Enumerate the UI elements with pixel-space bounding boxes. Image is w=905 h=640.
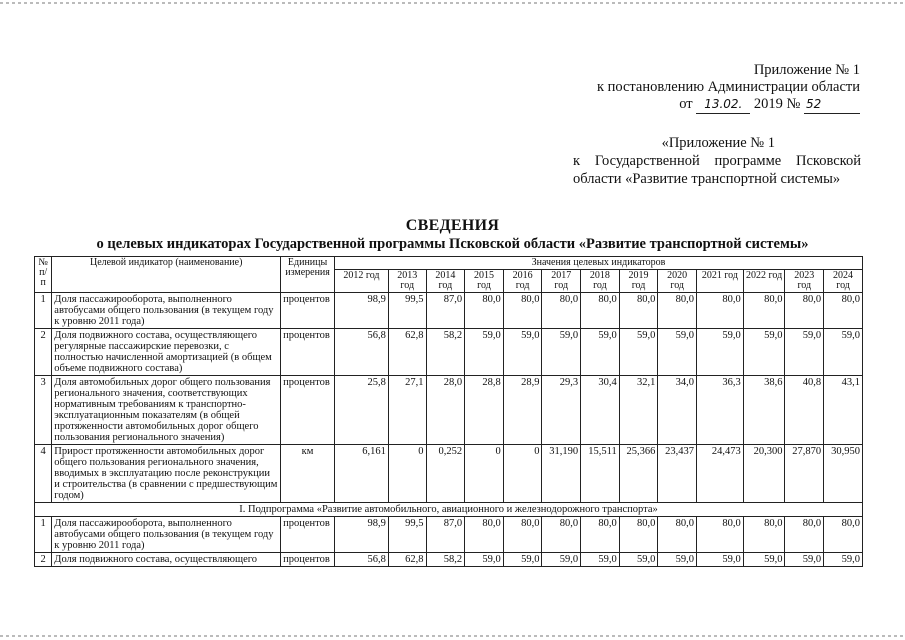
table-row xyxy=(35,445,863,503)
value-cell: 80,0 xyxy=(824,293,863,329)
unit-cell: процентов xyxy=(281,329,335,376)
value-cell: 80,0 xyxy=(785,293,824,329)
value-cell: 62,8 xyxy=(388,329,426,376)
program-ref-title: «Приложение № 1 xyxy=(661,135,775,151)
value-cell: 59,0 xyxy=(619,553,658,567)
year-header: 2024 год xyxy=(824,270,863,293)
table-body xyxy=(35,293,863,567)
value-cell: 58,2 xyxy=(426,329,465,376)
program-ref-line3: области «Развитие транспортной системы» xyxy=(573,171,841,187)
value-cell: 23,437 xyxy=(658,445,697,503)
value-cell: 99,5 xyxy=(388,517,426,553)
value-cell: 80,0 xyxy=(581,517,620,553)
handwritten-number: 52 xyxy=(804,96,860,114)
indicator-name: Прирост протяженности автомобильных дорог общего пользования регионального значения, вводимых в эксплуатацию после реконструкции и строительства (в сравнении с предшествующим годом) xyxy=(52,445,281,503)
value-cell: 31,190 xyxy=(542,445,581,503)
subprogram-title: I. Подпрограмма «Развитие автомобильного, авиационного и железнодорожного транспорта» xyxy=(35,503,863,517)
year-header: 2020 год xyxy=(658,270,697,293)
year-header: 2013 год xyxy=(388,270,426,293)
row-number: 2 xyxy=(35,553,52,567)
value-cell: 59,0 xyxy=(542,553,581,567)
value-cell: 59,0 xyxy=(697,329,744,376)
col-header-unit: Единицы измерения xyxy=(281,257,335,293)
value-cell: 36,3 xyxy=(697,376,744,445)
value-cell: 38,6 xyxy=(743,376,785,445)
value-cell: 80,0 xyxy=(503,293,542,329)
year-header: 2018 год xyxy=(581,270,620,293)
value-cell: 80,0 xyxy=(824,517,863,553)
value-cell: 59,0 xyxy=(658,553,697,567)
value-cell: 80,0 xyxy=(465,293,504,329)
row-number: 1 xyxy=(35,293,52,329)
handwritten-date: 13.02. xyxy=(696,96,750,114)
table-row xyxy=(35,293,863,329)
value-cell: 43,1 xyxy=(824,376,863,445)
table-row xyxy=(35,553,863,567)
value-cell: 29,3 xyxy=(542,376,581,445)
value-cell: 27,1 xyxy=(388,376,426,445)
value-cell: 80,0 xyxy=(658,517,697,553)
value-cell: 40,8 xyxy=(785,376,824,445)
program-reference xyxy=(573,134,861,188)
unit-cell: процентов xyxy=(281,517,335,553)
row-number: 4 xyxy=(35,445,52,503)
unit-cell: процентов xyxy=(281,553,335,567)
table-row xyxy=(35,517,863,553)
year-header: 2017 год xyxy=(542,270,581,293)
col-header-no: № п/п xyxy=(35,257,52,293)
row-number: 1 xyxy=(35,517,52,553)
value-cell: 59,0 xyxy=(619,329,658,376)
indicator-name: Доля пассажирооборота, выполненного автобусами общего пользования (в текущем году к уровню 2011 года) xyxy=(52,293,281,329)
unit-cell: км xyxy=(281,445,335,503)
value-cell: 80,0 xyxy=(503,517,542,553)
value-cell: 0,252 xyxy=(426,445,465,503)
value-cell: 0 xyxy=(465,445,504,503)
year-header: 2019 год xyxy=(619,270,658,293)
indicator-name: Доля автомобильных дорог общего пользования регионального значения, соответствующих нормативным требованиям к транспортно-эксплуатационным показателям (в общей протяженности автомобильных дорог общего пользования регионального значения) xyxy=(52,376,281,445)
value-cell: 59,0 xyxy=(658,329,697,376)
value-cell: 6,161 xyxy=(335,445,389,503)
value-cell: 59,0 xyxy=(581,329,620,376)
value-cell: 59,0 xyxy=(743,553,785,567)
value-cell: 62,8 xyxy=(388,553,426,567)
value-cell: 59,0 xyxy=(824,329,863,376)
value-cell: 80,0 xyxy=(619,293,658,329)
value-cell: 25,8 xyxy=(335,376,389,445)
document-heading xyxy=(40,217,865,253)
year-header: 2022 год xyxy=(743,270,785,293)
value-cell: 30,950 xyxy=(824,445,863,503)
year-header: 2014 год xyxy=(426,270,465,293)
value-cell: 0 xyxy=(503,445,542,503)
scan-top-edge xyxy=(0,2,905,4)
indicators-table xyxy=(34,256,863,567)
value-cell: 34,0 xyxy=(658,376,697,445)
value-cell: 87,0 xyxy=(426,293,465,329)
indicator-name: Доля пассажирооборота, выполненного автобусами общего пользования (в текущем году к уровню 2011 года) xyxy=(52,517,281,553)
unit-cell: процентов xyxy=(281,376,335,445)
value-cell: 28,9 xyxy=(503,376,542,445)
value-cell: 80,0 xyxy=(785,517,824,553)
value-cell: 25,366 xyxy=(619,445,658,503)
value-cell: 24,473 xyxy=(697,445,744,503)
value-cell: 80,0 xyxy=(465,517,504,553)
value-cell: 0 xyxy=(388,445,426,503)
value-cell: 80,0 xyxy=(743,293,785,329)
value-cell: 32,1 xyxy=(619,376,658,445)
col-header-indicator: Целевой индикатор (наименование) xyxy=(52,257,281,293)
value-cell: 56,8 xyxy=(335,329,389,376)
value-cell: 80,0 xyxy=(542,293,581,329)
indicator-name: Доля подвижного состава, осуществляющего xyxy=(52,553,281,567)
value-cell: 56,8 xyxy=(335,553,389,567)
value-cell: 59,0 xyxy=(743,329,785,376)
unit-cell: процентов xyxy=(281,293,335,329)
row-number: 3 xyxy=(35,376,52,445)
appendix-from-prefix: от xyxy=(679,96,693,112)
table-row xyxy=(35,376,863,445)
value-cell: 58,2 xyxy=(426,553,465,567)
table-header-row xyxy=(35,257,863,270)
value-cell: 80,0 xyxy=(697,517,744,553)
appendix-date-line xyxy=(560,96,860,114)
value-cell: 28,0 xyxy=(426,376,465,445)
value-cell: 30,4 xyxy=(581,376,620,445)
value-cell: 80,0 xyxy=(697,293,744,329)
value-cell: 27,870 xyxy=(785,445,824,503)
year-header: 2015 год xyxy=(465,270,504,293)
value-cell: 98,9 xyxy=(335,293,389,329)
value-cell: 59,0 xyxy=(503,329,542,376)
heading-subtitle: о целевых индикаторах Государственной программы Псковской области «Развитие транспортной системы» xyxy=(96,236,809,252)
value-cell: 98,9 xyxy=(335,517,389,553)
value-cell: 59,0 xyxy=(824,553,863,567)
scan-bottom-edge xyxy=(0,635,905,637)
value-cell: 80,0 xyxy=(619,517,658,553)
value-cell: 59,0 xyxy=(503,553,542,567)
value-cell: 15,511 xyxy=(581,445,620,503)
value-cell: 59,0 xyxy=(581,553,620,567)
value-cell: 59,0 xyxy=(542,329,581,376)
program-ref-line2: к Государственной программе Псковской xyxy=(573,153,861,169)
col-header-values-group: Значения целевых индикаторов xyxy=(335,257,863,270)
heading-title: СВЕДЕНИЯ xyxy=(405,217,500,234)
appendix-decree-line: к постановлению Администрации области xyxy=(596,79,860,95)
value-cell: 80,0 xyxy=(542,517,581,553)
year-header: 2012 год xyxy=(335,270,389,293)
value-cell: 28,8 xyxy=(465,376,504,445)
appendix-year-text: 2019 № xyxy=(753,96,801,112)
value-cell: 59,0 xyxy=(785,329,824,376)
value-cell: 59,0 xyxy=(785,553,824,567)
subprogram-row xyxy=(35,503,863,517)
table-row xyxy=(35,329,863,376)
appendix-block xyxy=(560,62,860,114)
value-cell: 80,0 xyxy=(743,517,785,553)
row-number: 2 xyxy=(35,329,52,376)
value-cell: 20,300 xyxy=(743,445,785,503)
value-cell: 80,0 xyxy=(658,293,697,329)
value-cell: 99,5 xyxy=(388,293,426,329)
year-header: 2016 год xyxy=(503,270,542,293)
value-cell: 87,0 xyxy=(426,517,465,553)
value-cell: 80,0 xyxy=(581,293,620,329)
indicator-name: Доля подвижного состава, осуществляющего регулярные пассажирские перевозки, с полностью начисленной амортизацией (в общем объеме подвижного состава) xyxy=(52,329,281,376)
value-cell: 59,0 xyxy=(465,553,504,567)
value-cell: 59,0 xyxy=(465,329,504,376)
appendix-title: Приложение № 1 xyxy=(753,62,860,78)
value-cell: 59,0 xyxy=(697,553,744,567)
year-header: 2021 год xyxy=(697,270,744,293)
year-header: 2023 год xyxy=(785,270,824,293)
